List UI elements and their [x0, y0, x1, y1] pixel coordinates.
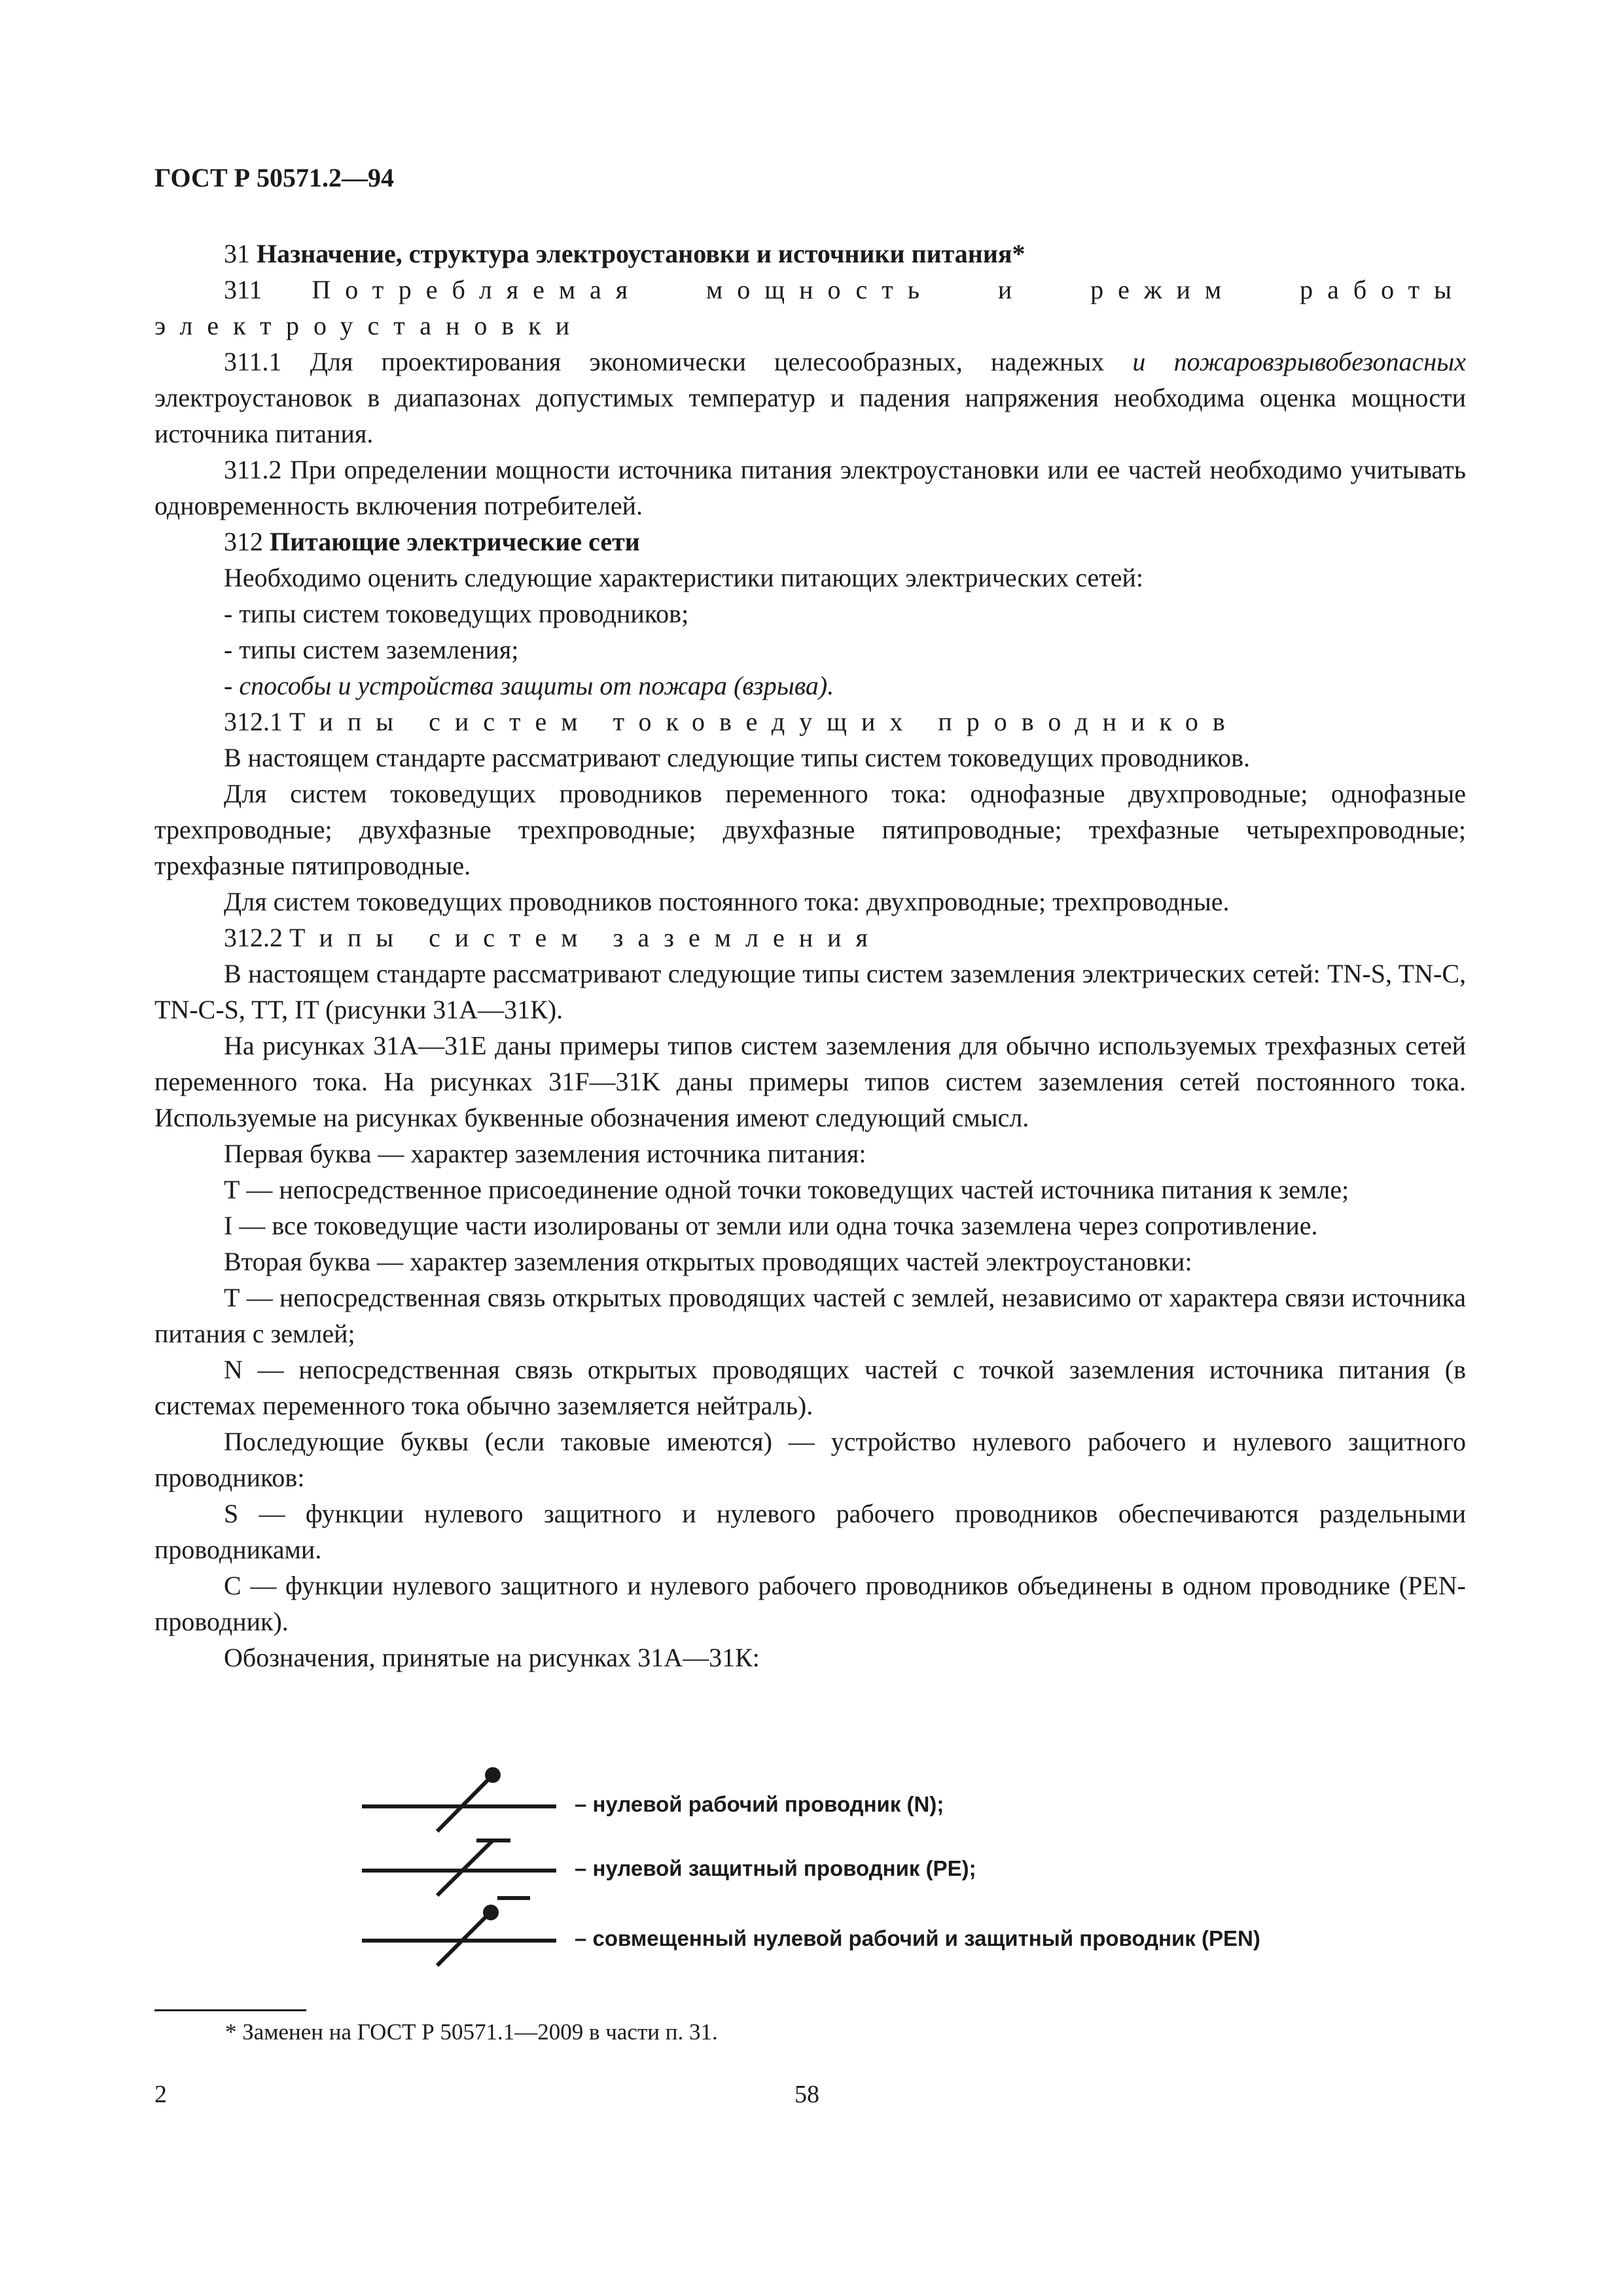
legend-label-pe: – нулевой защитный проводник (PE); [575, 1856, 976, 1880]
footnote: * Заменен на ГОСТ Р 50571.1—2009 в части п. 31. [225, 2019, 718, 2045]
paragraph: На рисунках 31А—31Е даны примеры типов систем заземления для обычно используемых трехфазных сетей переменного тока. На рисунках 31F—31K даны примеры типов систем заземления сетей постоянного тока. Используемые на рисунках буквенные обозначения имеют следующий смысл. [154, 1031, 1466, 1132]
section-title: Питающие электрические сети [270, 527, 640, 556]
document-header: ГОСТ Р 50571.2—94 [154, 163, 395, 192]
section-title: Типы систем токоведущих проводников [289, 707, 1240, 736]
paragraph: Последующие буквы (если таковые имеются) — устройство нулевого рабочего и нулевого защитного проводников: [154, 1427, 1466, 1492]
list-item: - способы и устройства защиты от пожара (взрыва). [224, 671, 834, 700]
page-number-center: 58 [794, 2081, 819, 2108]
italic-run: и пожаровзрывобезопасных [1132, 347, 1466, 376]
section-31-heading [154, 236, 1466, 272]
paragraph: N — непосредственная связь открытых проводящих частей с точкой заземления источника питания (в системах переменного тока обычно заземляется нейтраль). [154, 1355, 1466, 1420]
section-title: Назначение, структура электроустановки и источники питания* [257, 239, 1026, 268]
section-312-1-heading [154, 704, 1466, 740]
section-number: 312 [224, 527, 270, 556]
paragraph-312-intro: Необходимо оценить следующие характеристики питающих электрических сетей: [224, 563, 1143, 592]
legend-label-n: – нулевой рабочий проводник (N); [575, 1792, 944, 1816]
paragraph: Т — непосредственное присоединение одной точки токоведущих частей источника питания к земле; [224, 1175, 1349, 1204]
pen-conductor-symbol [362, 1898, 556, 1965]
section-312-2-heading [154, 920, 1466, 956]
conductor-legend [0, 1734, 1623, 2009]
paragraph: Обозначения, принятые на рисунках 31А—31К: [224, 1643, 760, 1672]
section-number: 312.1 [224, 707, 289, 736]
page-number-left: 2 [154, 2081, 167, 2108]
paragraph: С — функции нулевого защитного и нулевого рабочего проводников объединены в одном проводнике (PEN-проводник). [154, 1571, 1466, 1636]
paragraph: Т — непосредственная связь открытых проводящих частей с землей, независимо от характера связи источника питания с землей; [154, 1283, 1466, 1348]
section-number: 311 [224, 275, 312, 304]
paragraph: Вторая буква — характер заземления открытых проводящих частей электроустановки: [224, 1247, 1192, 1276]
section-312-heading [154, 524, 1466, 560]
legend-label-pen: – совмещенный нулевой рабочий и защитный проводник (PEN) [575, 1926, 1260, 1950]
paragraph: Для систем токоведущих проводников переменного тока: однофазные двухпроводные; однофазные трехпроводные; двухфазные трехпроводные; двухфазные пятипроводные; трехфазные четырехпроводные; трехфазные пятипроводные. [154, 779, 1466, 880]
protective-conductor-symbol [362, 1840, 556, 1895]
list-item: - типы систем заземления; [224, 635, 519, 664]
neutral-conductor-symbol [362, 1767, 556, 1831]
section-number: 312.2 [224, 923, 289, 952]
section-311-heading [154, 272, 1466, 344]
footnote-divider [154, 2009, 306, 2011]
paragraph: В настоящем стандарте рассматривают следующие типы систем токоведущих проводников. [224, 743, 1250, 772]
paragraph-311-2: 311.2 При определении мощности источника питания электроустановки или ее частей необходимо учитывать одновременность включения потребителей. [154, 455, 1466, 520]
paragraph: Первая буква — характер заземления источника питания: [224, 1139, 866, 1168]
text-run: 311.1 Для проектирования экономически целесообразных, надежных [224, 347, 1133, 376]
paragraph: I — все токоведущие части изолированы от земли или одна точка заземлена через сопротивление. [224, 1211, 1318, 1240]
paragraph: Для систем токоведущих проводников постоянного тока: двухпроводные; трехпроводные. [224, 887, 1230, 916]
paragraph: В настоящем стандарте рассматривают следующие типы систем заземления электрических сетей: TN-S, TN-C, TN-C-S, TT, IT (рисунки 31А—31К). [154, 959, 1466, 1024]
section-title: Потребляемая мощность и режим работы электроустановки [154, 275, 1466, 340]
paragraph-311-1 [154, 344, 1466, 452]
list-item: - типы систем токоведущих проводников; [224, 599, 689, 628]
section-title: Типы систем заземления [289, 923, 882, 952]
text-run: электроустановок в диапазонах допустимых температур и падения напряжения необходима оценка мощности источника питания. [154, 383, 1466, 448]
paragraph: S — функции нулевого защитного и нулевого рабочего проводников обеспечиваются раздельными проводниками. [154, 1499, 1466, 1564]
body-text [154, 236, 1466, 1676]
section-number: 31 [224, 239, 257, 268]
